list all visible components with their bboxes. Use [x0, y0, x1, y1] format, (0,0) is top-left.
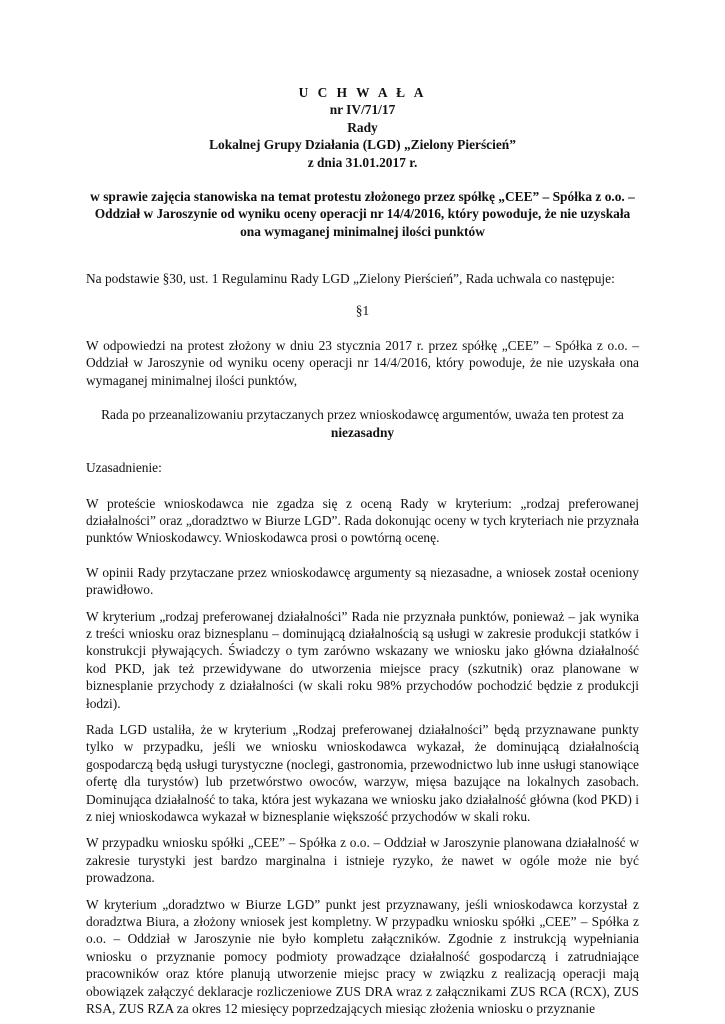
resolution-subject: w sprawie zajęcia stanowiska na temat protestu złożonego przez spółkę „CEE” – Spółka z o.o. – Oddział w Jaroszynie od wyniku oceny operacji nr 14/4/2016, który powoduje, że nie uzyskała ona wymaganej minimalnej ilości punktów	[90, 189, 635, 239]
protest-paragraph: W odpowiedzi na protest złożony w dniu 23 stycznia 2017 r. przez spółkę „CEE” – Spółka z o.o. – Oddział w Jaroszynie od wyniku oceny operacji nr 14/4/2016, który powoduje, że nie uzyskała ona wymaganej minimalnej ilości punktów,	[86, 338, 639, 388]
organization-name: Lokalnej Grupy Działania (LGD) „Zielony Pierścień”	[209, 137, 516, 153]
decision-block	[86, 406, 639, 441]
justification-label: Uzasadnienie:	[86, 460, 162, 476]
legal-basis: Na podstawie §30, ust. 1 Regulaminu Rady LGD „Zielony Pierścień”, Rada uchwala co następuje:	[86, 271, 615, 287]
document-page	[86, 84, 639, 1017]
justification-paragraph: W opinii Rady przytaczane przez wnioskodawcę argumenty są niezasadne, a wniosek został oceniony prawidłowo.	[86, 564, 639, 598]
resolution-body: Rady	[347, 119, 378, 135]
justification-paragraph: W proteście wnioskodawca nie zgadza się z oceną Rady w kryterium: „rodzaj preferowanej działalności” oraz „doradztwo w Biurze LGD”. Rada dokonując oceny w tych kryteriach nie przyznała punktów Wnioskodawcy. Wnioskodawca prosi o powtórną ocenę.	[86, 495, 639, 546]
resolution-title: U C H W A Ł A	[298, 85, 427, 100]
resolution-number: nr IV/71/17	[329, 102, 396, 118]
resolution-date: z dnia 31.01.2017 r.	[307, 154, 418, 170]
decision-text: Rada po przeanalizowaniu przytaczanych przez wnioskodawcę argumentów, uważa ten protest za	[101, 407, 624, 423]
justification-paragraph: W kryterium „doradztwo w Biurze LGD” punkt jest przyznawany, jeśli wnioskodawca korzystał z doradztwa Biura, a złożony wniosek jest kompletny. W przypadku wniosku spółki „CEE” – Spółka z o.o. – Oddział w Jaroszynie nie było kompletu załączników. Zgodnie z instrukcją wypełniania wniosku o przyznanie pomocy podmioty prowadzące działalność gospodarczą i zatrudniające pracowników oraz które planują utworzenie miejsc pracy w związku z realizacją operacji mają obowiązek załączyć deklaracje rozliczeniowe ZUS DRA wraz z załącznikami ZUS RCA (RCX), ZUS RSA, ZUS RZA za okres 12 miesięcy poprzedzających miesiąc złożenia wniosku o przyznanie	[86, 896, 639, 1017]
justification-paragraph: Rada LGD ustaliła, że w kryterium „Rodzaj preferowanej działalności” będą przyznawane punkty tylko w przypadku, jeśli we wniosku wnioskodawca wykazał, że dominującą działalnością gospodarczą będą usługi turystyczne (noclegi, gastronomia, przewodnictwo lub inne usługi stanowiące ofertę dla turystów) lub przetwórstwo owoców, warzyw, mięsa bazujące na lokalnych zasobach. Dominująca działalność to taka, która jest wykazana we wniosku jako działalność główna (kod PKD) i z niej wnioskodawca wykazał w biznesplanie większość przychodów w skali roku.	[86, 721, 639, 824]
justification-paragraph: W przypadku wniosku spółki „CEE” – Spółka z o.o. – Oddział w Jaroszynie planowana działalność w zakresie turystyki jest bardzo marginalna i istnieje ryzyko, że nawet w ogóle może nie być prowadzona.	[86, 835, 639, 886]
justification-paragraph: W kryterium „rodzaj preferowanej działalności” Rada nie przyznała punktów, ponieważ – jak wynika z treści wniosku oraz biznesplanu – dominującą działalnością są usługi w zakresie produkcji statków i konstrukcji pływających. Świadczy o tym zarówno wskazany we wniosku jako główna działalność kod PKD, jak też przewidywane do utworzenia miejsce pracy (szkutnik) oraz planowane w biznesplanie przychody z działalności (w skali roku 98% przychodów pochodzić będzie z produkcji łodzi).	[86, 608, 639, 711]
decision-verdict: niezasadny	[330, 424, 395, 440]
resolution-header	[86, 84, 639, 171]
section-mark: §1	[355, 302, 370, 318]
